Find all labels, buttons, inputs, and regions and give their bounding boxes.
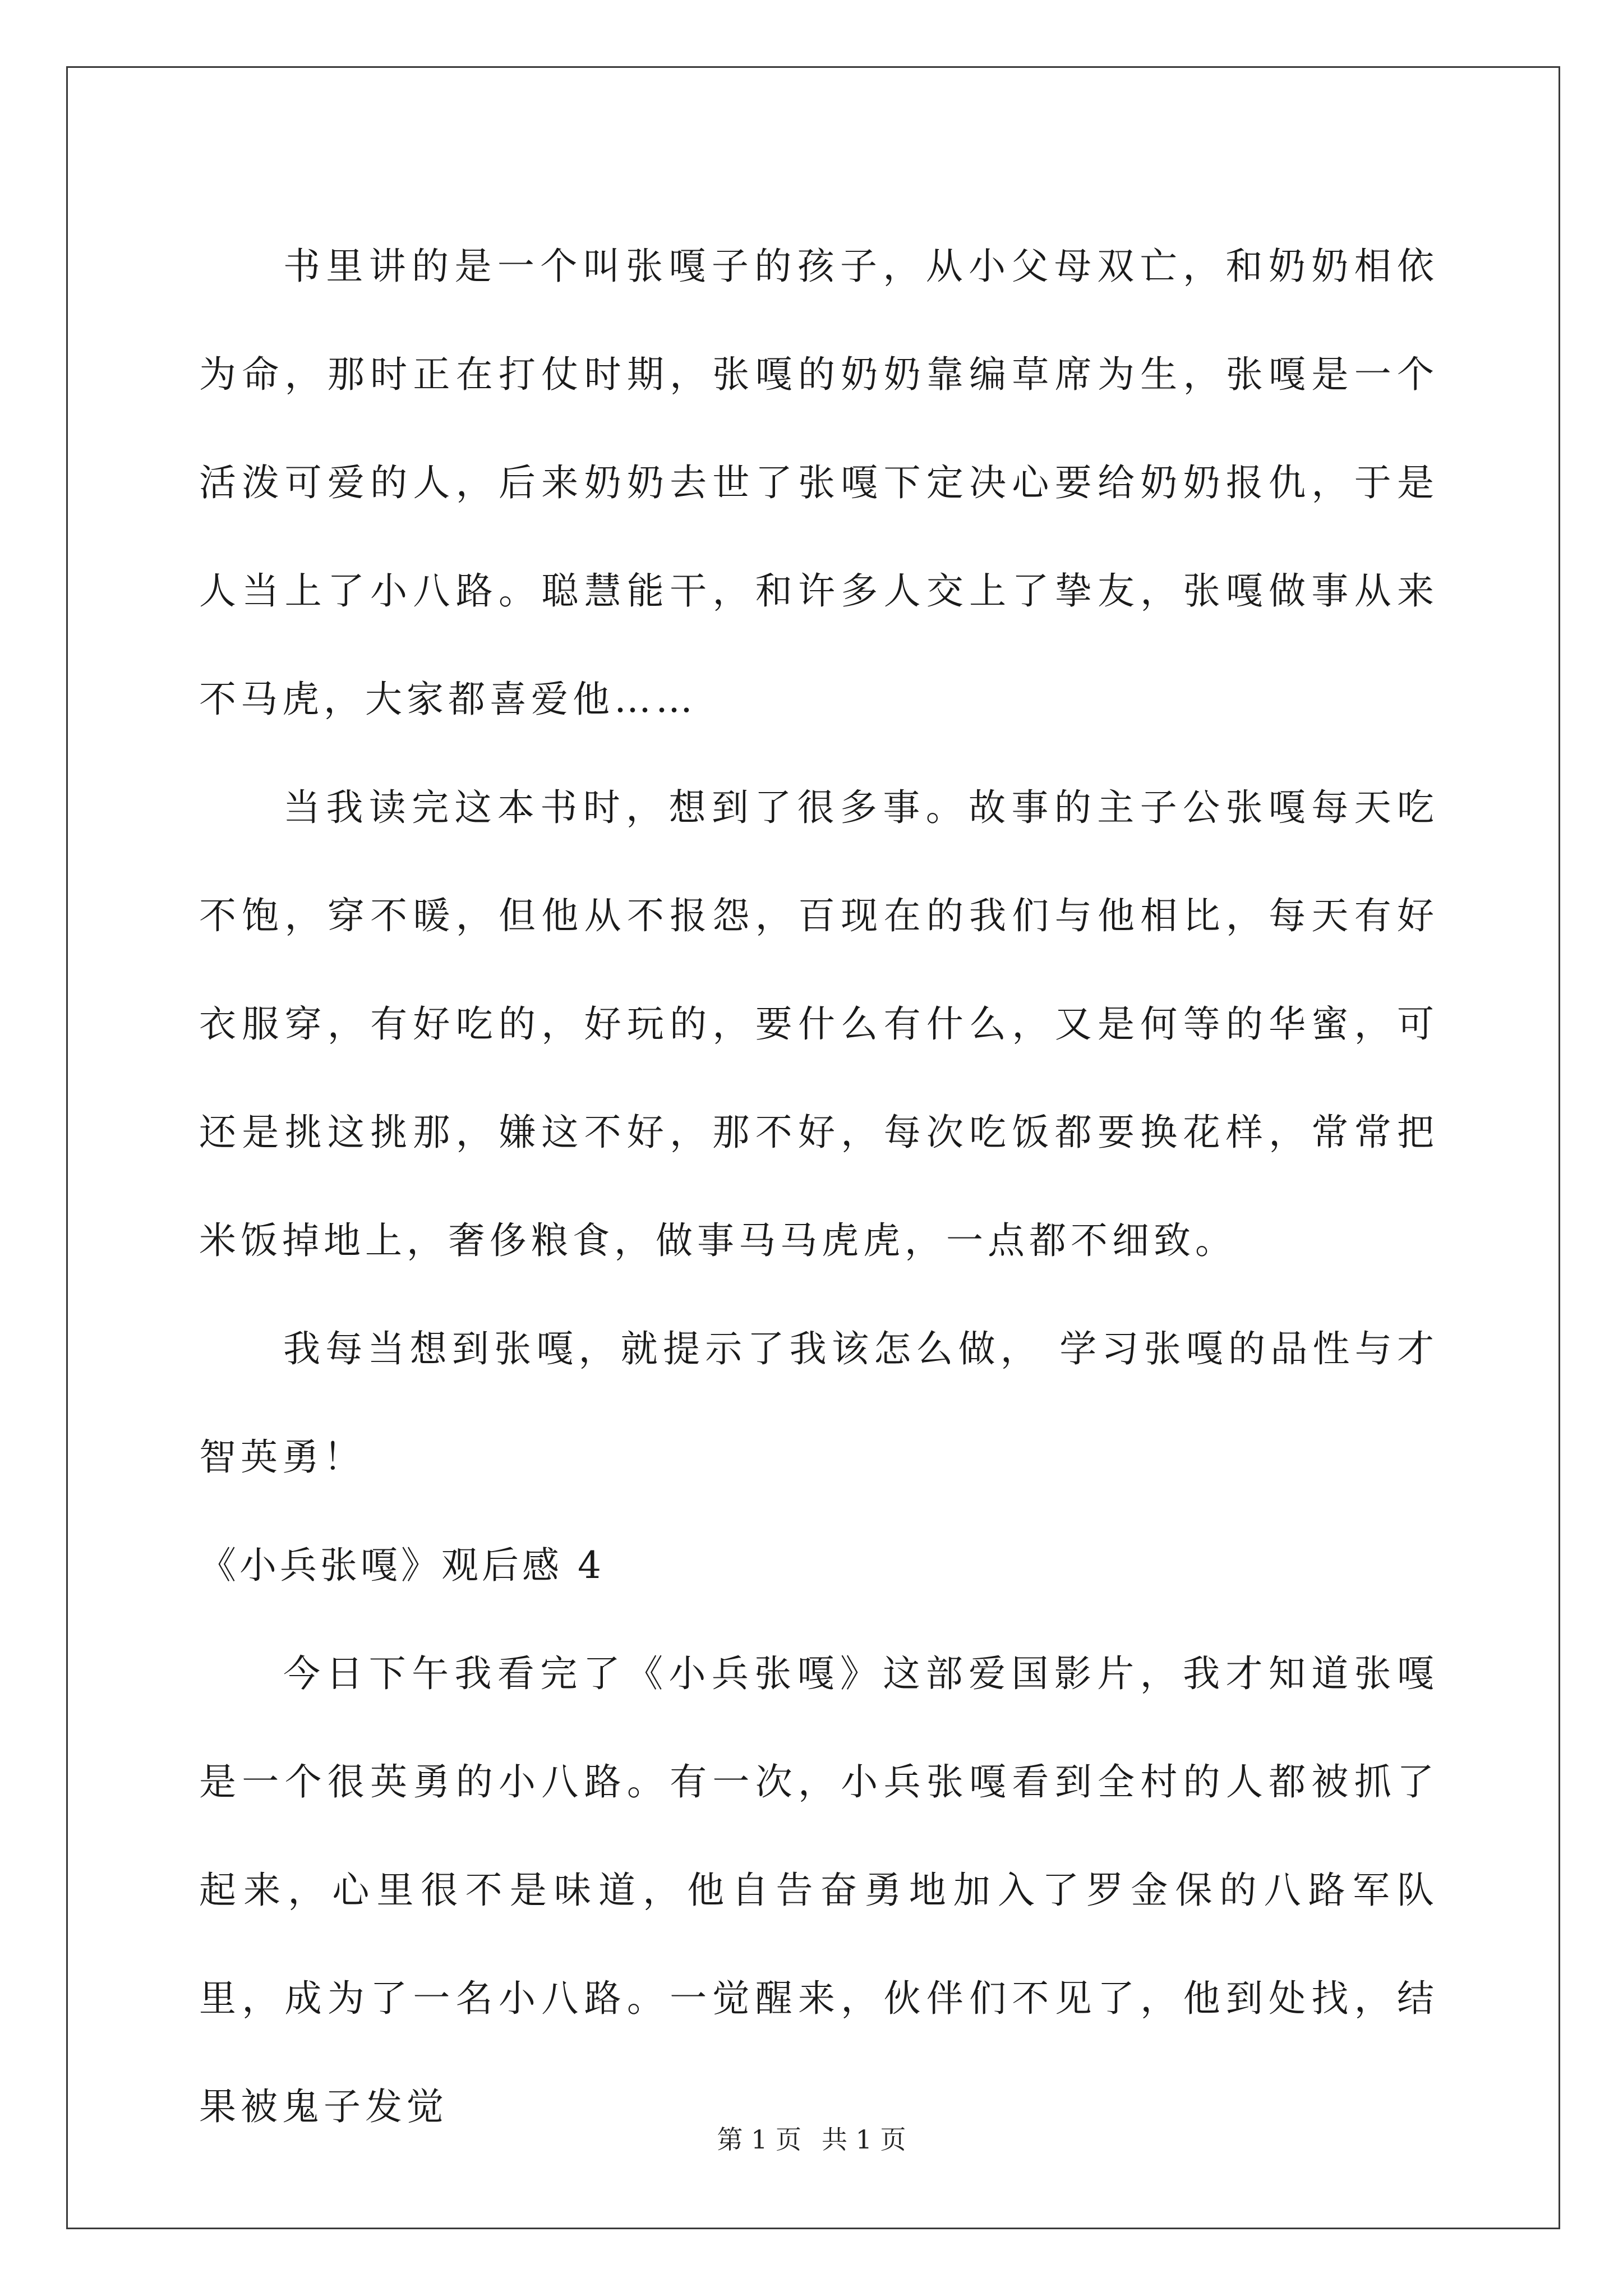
paragraph-1: 书里讲的是一个叫张嘎子的孩子，从小父母双亡，和奶奶相依为命，那时正在打仗时期，张嘎的奶奶靠编草席为生，张嘎是一个活泼可爱的人，后来奶奶去世了张嘎下定决心要给奶奶报仇，于是人当上了小八路。聪慧能干，和许多人交上了挚友，张嘎做事从来不马虎，大家都喜爱他…… (199, 245, 1438, 721)
section-heading: 《小兵张嘎》观后感 4 (199, 1544, 605, 1587)
paragraph-3: 我每当想到张嘎，就提示了我该怎么做， 学习张嘎的品性与才智英勇！ (199, 1327, 1438, 1479)
page-number-current: 第 1 页 (717, 2124, 801, 2155)
document-body (199, 212, 1438, 2161)
paragraph-4: 今日下午我看完了《小兵张嘎》这部爱国影片，我才知道张嘎是一个很英勇的小八路。有一次，小兵张嘎看到全村的人都被抓了起来，心里很不是味道，他自告奋勇地加入了罗金保的八路军队里，成为了一名小八路。一觉醒来，伙伴们不见了，他到处找，结果被鬼子发觉 (199, 1652, 1438, 2128)
paragraph-2: 当我读完这本书时，想到了很多事。故事的主子公张嘎每天吃不饱，穿不暖，但他从不报怨，百现在的我们与他相比，每天有好衣服穿，有好吃的，好玩的，要什么有什么，又是何等的华蜜，可还是挑这挑那，嫌这不好，那不好，每次吃饭都要换花样，常常把米饭掉地上，奢侈粮食，做事马马虎虎，一点都不细致。 (199, 786, 1438, 1262)
page-number-total: 共 1 页 (822, 2124, 906, 2155)
page-footer (0, 2123, 1623, 2156)
